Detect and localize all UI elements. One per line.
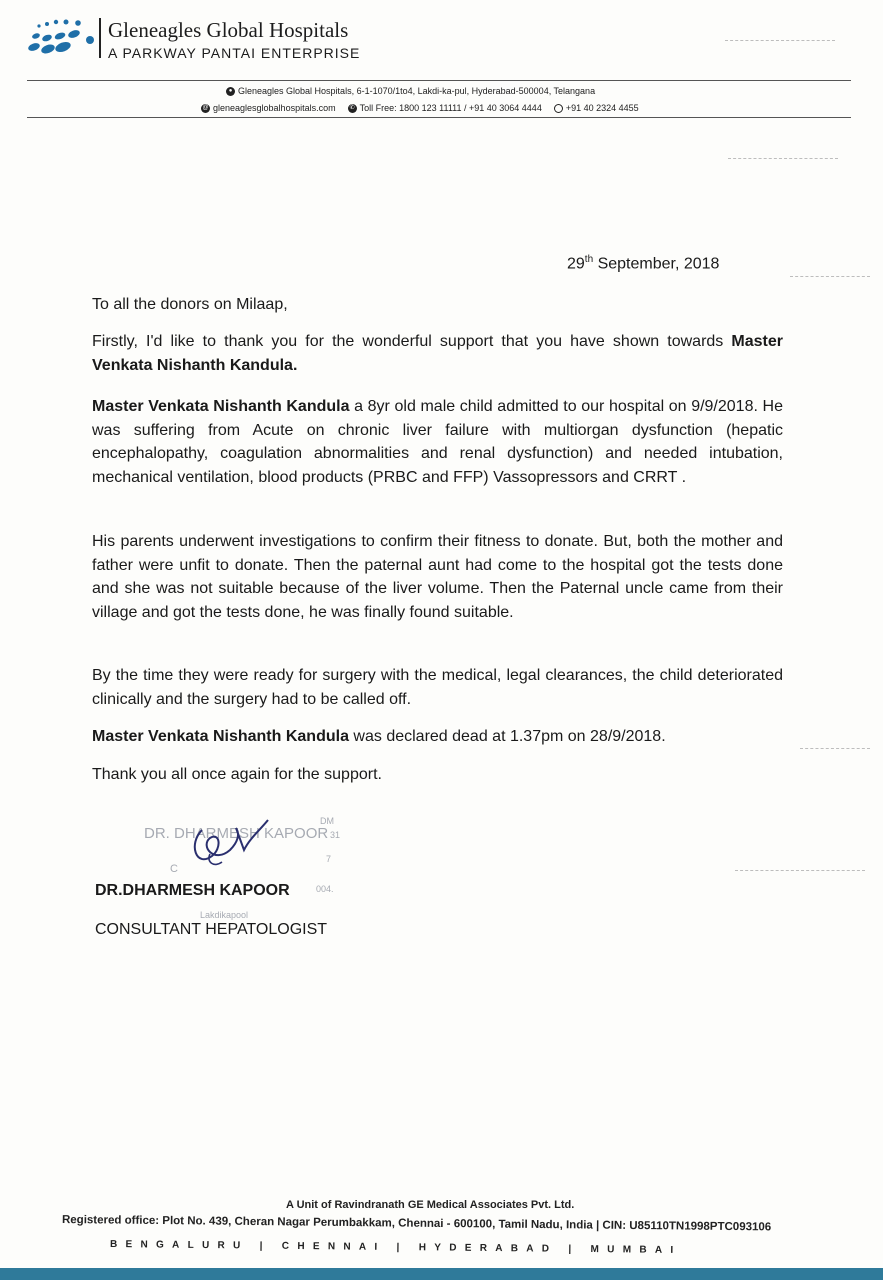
scan-artifact [790,276,870,278]
paragraph-4: By the time they were ready for surgery with the medical, legal clearances, the child deteriorated clinically and the surgery had to be called off. [92,667,783,708]
footer-registered-office: Registered office: Plot No. 439, Cheran Nagar Perumbakkam, Chennai - 600100, Tamil Nadu, India | CIN: U85110TN1998PTC093106 [61,1214,772,1234]
contact-line [201,103,639,113]
footer-cities: BENGALURU | CHENNAI | HYDERABAD | MUMBAI [109,1239,682,1256]
svg-text:7: 7 [326,854,332,864]
scan-artifact [735,870,865,872]
svg-text:31: 31 [330,830,341,840]
paragraph-3: His parents underwent investigations to confirm their fitness to donate. But, both the mother and father were unfit to donate. Then the paternal aunt had come to the hospital got the tests done and she was not suitable because of the liver volume. Then the Paternal uncle came from their village and got the tests done, he was finally found suitable. [92,533,783,621]
svg-text:Lakdikapool: Lakdikapool [200,910,249,920]
location-pin-icon: ● [226,87,235,96]
signatory-name: DR.DHARMESH KAPOOR [95,882,290,899]
footer-unit-line: A Unit of Ravindranath GE Medical Associates Pvt. Ltd. [286,1199,575,1211]
globe-icon: @ [202,104,209,111]
fax-text: +91 40 2324 4455 [565,103,639,113]
address-line [226,86,595,96]
signatory-title: CONSULTANT HEPATOLOGIST [95,921,328,938]
brand-tagline: A PARKWAY PANTAI ENTERPRISE [108,45,361,61]
svg-text:DM: DM [320,816,334,826]
stamp-text: DR. DHARMESH KAPOOR [144,825,329,842]
paragraph-1: Firstly, I'd like to thank you for the wonderful support that you have shown towards Master Venkata Nishanth Kandula. [92,333,783,374]
address-text: Gleneagles Global Hospitals, 6-1-1070/1to4, Lakdi-ka-pul, Hyderabad-500004, Telangana [238,86,596,96]
svg-text:004.: 004. [316,884,334,894]
closing-line: Thank you all once again for the support. [92,766,382,783]
phone-icon: ✆ [349,104,355,111]
paragraph-5: Master Venkata Nishanth Kandula was declared dead at 1.37pm on 28/9/2018. [92,728,666,745]
scan-artifact [725,40,835,42]
salutation: To all the donors on Milaap, [92,296,288,313]
paragraph-2: Master Venkata Nishanth Kandula a 8yr old male child admitted to our hospital on 9/9/2018. He was suffering from Acute on chronic liver failure with multiorgan dysfunction (hepatic encephalopathy, coagulation abnormalities and renal dysfunction) and needed intubation, mechanical ventilation, blood products (PRBC and FFP) Vassopressors and CRRT . [92,398,783,486]
brand-name: Gleneagles Global Hospitals [108,18,349,42]
svg-text:C: C [170,863,178,875]
logo-divider [99,18,101,58]
hospital-logo-icon [22,14,98,58]
fax-icon [554,104,563,113]
scan-artifact [728,158,838,160]
doctor-stamp-signature [140,790,380,920]
header-divider-bottom [27,117,851,118]
header-divider-top [27,80,851,81]
tollfree-text: Toll Free: 1800 123 11111 / +91 40 3064 4444 [359,103,542,113]
website-text: gleneaglesglobalhospitals.com [213,103,336,113]
letter-date: 29th September, 2018 [567,254,720,273]
footer-color-band [0,1268,883,1280]
scan-artifact [800,748,870,750]
